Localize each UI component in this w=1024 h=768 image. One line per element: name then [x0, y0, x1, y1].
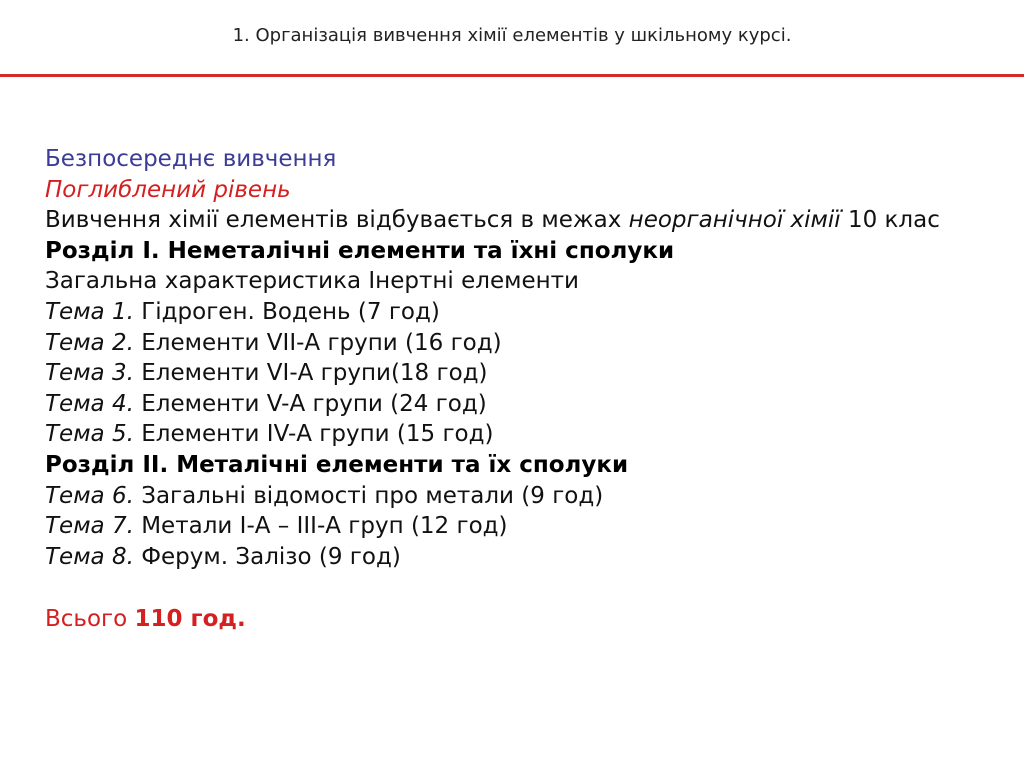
section-1-overview: Загальна характеристика Інертні елементи	[45, 268, 579, 295]
topic-label: Тема 2.	[45, 329, 134, 356]
slide-content	[45, 144, 985, 635]
intro-prefix: Вивчення хімії елементів відбувається в межах	[45, 207, 629, 234]
topic-item	[45, 328, 985, 359]
total-label: Всього	[45, 606, 135, 633]
topic-text: Ферум. Залізо (9 год)	[133, 543, 401, 570]
intro-text	[45, 205, 985, 236]
level-label: Поглиблений рівень	[45, 176, 291, 203]
subtitle: Безпосереднє вивчення	[45, 146, 337, 172]
topic-item	[45, 419, 985, 450]
title-divider	[0, 74, 1024, 77]
topic-item	[45, 481, 985, 512]
topic-text: Метали I-А – III-А груп (12 год)	[133, 513, 508, 540]
total-value: 110 год.	[134, 606, 246, 633]
intro-suffix: 10 клас	[840, 207, 940, 234]
topic-label: Тема 1.	[45, 298, 134, 325]
topic-text: Загальні відомості про метали (9 год)	[133, 482, 604, 509]
topic-text: Елементи VII-А групи (16 год)	[133, 329, 502, 356]
topic-item	[45, 511, 985, 542]
topic-label: Тема 4.	[45, 390, 134, 417]
topic-text: Гідроген. Водень (7 год)	[133, 298, 440, 325]
topic-text: Елементи VI-А групи(18 год)	[133, 360, 488, 387]
topic-label: Тема 6.	[45, 482, 134, 509]
topic-label: Тема 8.	[45, 543, 134, 570]
section-1-heading: Розділ I. Неметалічні елементи та їхні сполуки	[45, 237, 675, 264]
topic-item	[45, 297, 985, 328]
section-2-heading: Розділ II. Металічні елементи та їх сполуки	[45, 451, 629, 478]
total-hours	[45, 604, 985, 635]
topic-label: Тема 5.	[45, 421, 134, 448]
topic-text: Елементи IV-А групи (15 год)	[133, 421, 494, 448]
topic-label: Тема 3.	[45, 360, 134, 387]
slide-title: 1. Організація вивчення хімії елементів у шкільному курсі.	[232, 25, 792, 46]
topic-label: Тема 7.	[45, 513, 134, 540]
intro-emphasis: неорганічної хімії	[628, 207, 841, 234]
topic-item	[45, 389, 985, 420]
topic-item	[45, 358, 985, 389]
topic-item	[45, 542, 985, 573]
topic-text: Елементи V-А групи (24 год)	[133, 390, 487, 417]
